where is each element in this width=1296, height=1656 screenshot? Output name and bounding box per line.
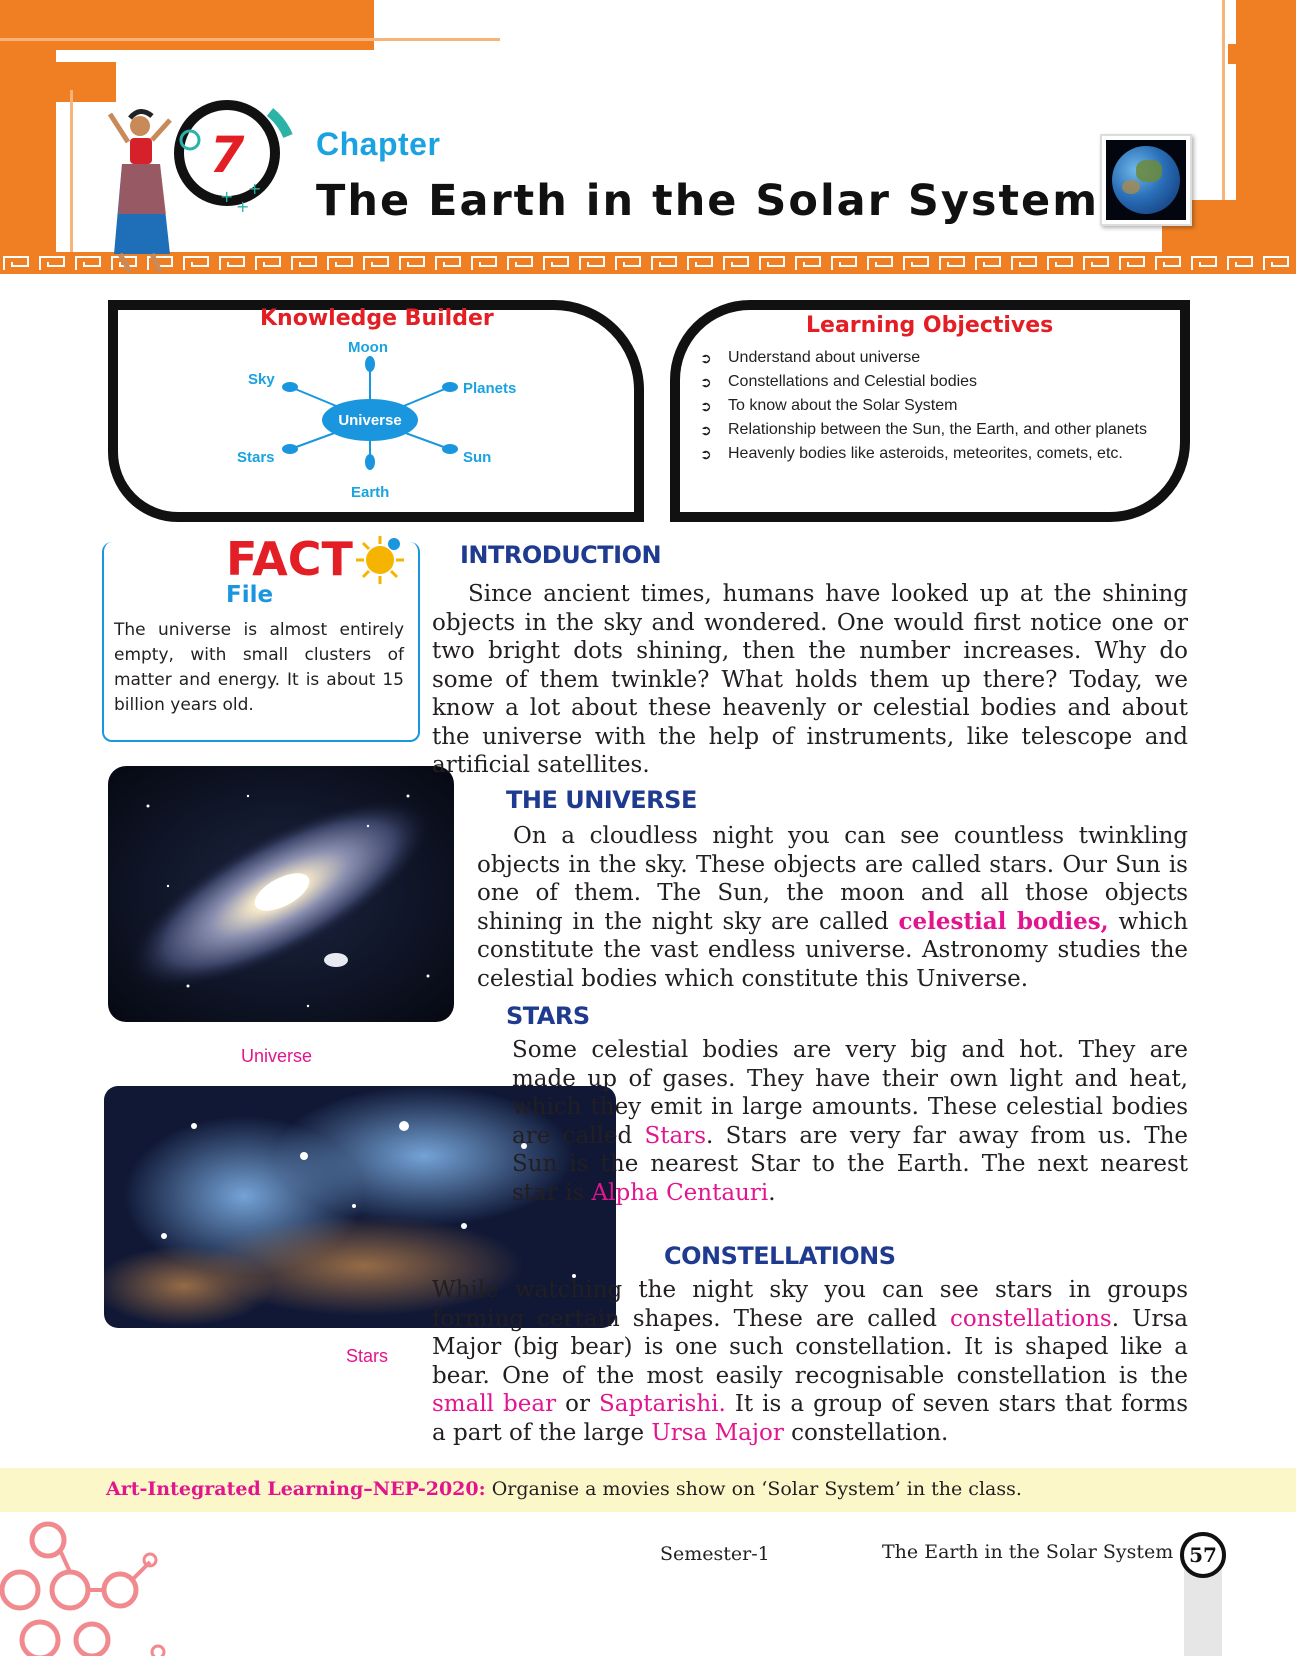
constellations-heading: CONSTELLATIONS xyxy=(664,1242,896,1270)
kb-node-earth: Earth xyxy=(351,484,390,501)
earth-image xyxy=(1100,134,1192,226)
highlight-term: Alpha Centauri xyxy=(591,1179,769,1206)
universe-caption: Universe xyxy=(241,1046,313,1066)
svg-text:+: + xyxy=(220,187,234,206)
learning-objectives-list xyxy=(700,348,1152,468)
highlight-term: constellations xyxy=(950,1305,1112,1332)
page-title: The Earth in the Solar System xyxy=(316,176,1099,226)
introduction-text: Since ancient times, humans have looked up at the shining objects in the sky and wondered. One would first notice one or two bright dots shining, then the number increases. Why do some of them twinkle? What holds them up there? Today, we know a lot about these heavenly or celestial bodies and about the universe with the help of instruments, like telescope and artificial satellites. xyxy=(432,581,1188,778)
highlight-term: Stars xyxy=(644,1122,706,1149)
universe-text: On a cloudless night you can see countless twinkling objects in the sky. These objects are called stars. Our Sun is one of them. The Sun, the moon and all those objects shining in the night sky are called celestial bodies, which constitute the vast endless universe. Astronomy studies the celestial bodies which constitute this Universe. xyxy=(477,823,1189,992)
art-integrated-label: Art-Integrated Learning–NEP-2020: xyxy=(106,1478,486,1500)
kb-node-sun: Sun xyxy=(463,449,492,466)
fact-file-text: The universe is almost entirely empty, with small clusters of matter and energy. It is about 15 billion years old. xyxy=(114,620,404,715)
constellations-text: While watching the night sky you can see stars in groups forming certain shapes. These are called constellations. Ursa Major (big bear) is one such constellation. It is shaped like a bear. One of the most easily recognisable constellation is the small bear or Saptarishi. It is a group of seven stars that forms a part of the large Ursa Major constellation. xyxy=(432,1277,1189,1446)
stars-text: Some celestial bodies are very big and hot. They are made up of gases. They have their own light and heat, which they emit in large amounts. These celestial bodies are called Stars. Stars are very far away from us. The Sun is the nearest Star to the Earth. The next nearest star is Alpha Centauri. xyxy=(512,1037,1188,1206)
kb-node-planets: Planets xyxy=(463,380,517,397)
arrow-bullet-icon: ➲ xyxy=(700,422,712,438)
knowledge-builder-center: Universe xyxy=(322,399,418,441)
list-item: ➲ To know about the Solar System xyxy=(700,397,958,414)
arrow-bullet-icon: ➲ xyxy=(700,374,712,390)
highlight-term: celestial bodies, xyxy=(898,907,1109,935)
list-item: ➲ Heavenly bodies like asteroids, meteorites, comets, etc. xyxy=(700,445,1123,462)
fact-file-subtitle: File xyxy=(226,582,274,608)
stars-caption: Stars xyxy=(346,1346,389,1366)
learning-objectives-title: Learning Objectives xyxy=(806,313,1054,338)
svg-text:+: + xyxy=(236,197,250,216)
stars-heading: STARS xyxy=(506,1002,590,1030)
chapter-number: 7 xyxy=(209,126,245,184)
page-number: 57 xyxy=(1180,1532,1226,1578)
list-item: ➲ Constellations and Celestial bodies xyxy=(700,373,978,390)
kb-node-moon: Moon xyxy=(348,339,388,356)
universe-heading: THE UNIVERSE xyxy=(506,786,697,814)
highlight-term: small bear xyxy=(432,1391,557,1417)
sun-icon xyxy=(350,530,410,590)
fact-file-title: FACT xyxy=(226,532,353,586)
art-integrated-text: Art-Integrated Learning–NEP-2020: Organise a movies show on ‘Solar System’ in the class. xyxy=(106,1478,1022,1500)
highlight-term: Ursa Major xyxy=(651,1419,784,1446)
arrow-bullet-icon: ➲ xyxy=(700,398,712,414)
introduction-heading: INTRODUCTION xyxy=(460,541,662,569)
arrow-bullet-icon: ➲ xyxy=(700,350,712,366)
list-item: ➲ Relationship between the Sun, the Earth, and other planets xyxy=(700,421,1147,438)
molecule-decoration xyxy=(0,1510,180,1656)
footer-title: The Earth in the Solar System xyxy=(882,1541,1174,1563)
header-pattern xyxy=(0,254,1296,272)
universe-image xyxy=(108,766,454,1022)
arrow-bullet-icon: ➲ xyxy=(700,446,712,462)
kb-node-sky: Sky xyxy=(248,371,275,388)
kb-node-stars: Stars xyxy=(237,449,275,466)
svg-text:+: + xyxy=(248,179,262,198)
list-item: ➲ Understand about universe xyxy=(700,349,921,366)
highlight-term: Saptarishi. xyxy=(599,1391,726,1417)
chapter-label: Chapter xyxy=(316,126,441,162)
knowledge-builder-title: Knowledge Builder xyxy=(260,306,494,331)
footer-semester: Semester-1 xyxy=(660,1543,770,1565)
